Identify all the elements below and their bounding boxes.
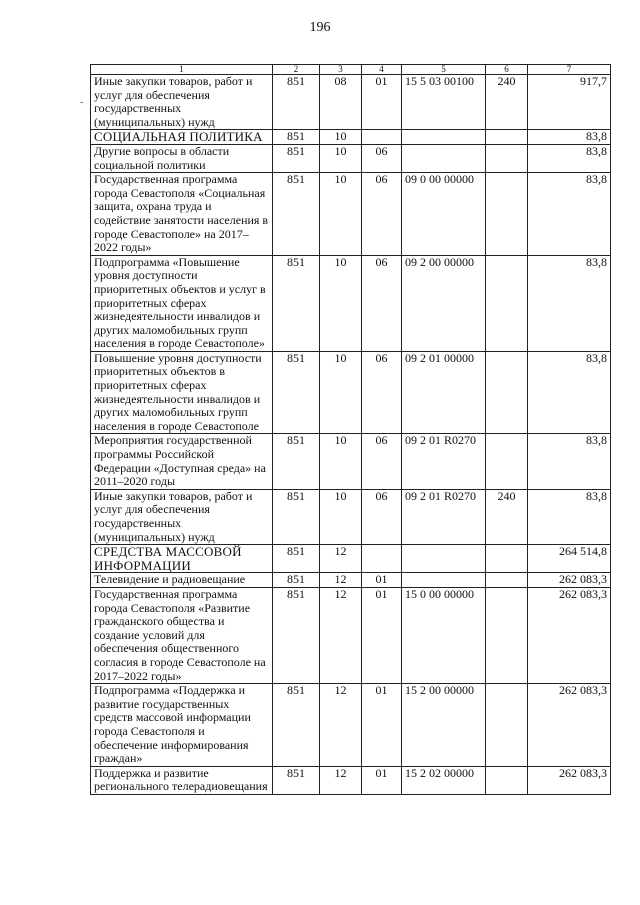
column-header: 5 [402,65,486,75]
target-article-cell [402,573,486,588]
admin-code-cell: 851 [273,434,320,489]
amount-cell: 262 083,3 [528,587,611,683]
expense-type-cell [486,255,528,351]
table-row [91,684,611,767]
section-code-cell: 10 [320,130,362,145]
amount-cell: 83,8 [528,351,611,434]
item-name-cell: Иные закупки товаров, работ и услуг для обеспечения государственных (муниципальных) нужд [91,75,273,130]
section-code-cell: 12 [320,766,362,794]
admin-code-cell: 851 [273,766,320,794]
section-code-cell: 10 [320,351,362,434]
admin-code-cell: 851 [273,255,320,351]
expense-type-cell [486,587,528,683]
admin-code-cell: 851 [273,144,320,172]
target-article-cell: 15 2 02 00000 [402,766,486,794]
item-name-cell: СОЦИАЛЬНАЯ ПОЛИТИКА [91,130,273,145]
table-row [91,434,611,489]
table-row [91,255,611,351]
expense-type-cell [486,130,528,145]
subsection-code-cell: 06 [362,434,402,489]
column-header: 6 [486,65,528,75]
amount-cell: 262 083,3 [528,573,611,588]
admin-code-cell: 851 [273,130,320,145]
expense-type-cell [486,173,528,256]
admin-code-cell: 851 [273,489,320,544]
amount-cell: 83,8 [528,434,611,489]
section-code-cell: 12 [320,684,362,767]
column-header: 7 [528,65,611,75]
target-article-cell [402,144,486,172]
table-row [91,573,611,588]
table-row [91,766,611,794]
subsection-code-cell [362,130,402,145]
item-name-cell: Поддержка и развитие регионального телерадиовещания [91,766,273,794]
subsection-code-cell: 01 [362,587,402,683]
section-code-cell: 10 [320,173,362,256]
target-article-cell: 09 2 01 00000 [402,351,486,434]
item-name-cell: Подпрограмма «Поддержка и развитие государственных средств массовой информации города Севастополя и обеспечение информирования граждан» [91,684,273,767]
subsection-code-cell: 06 [362,489,402,544]
table-row [91,75,611,130]
target-article-cell [402,545,486,573]
subsection-code-cell: 06 [362,351,402,434]
target-article-cell: 09 2 01 R0270 [402,434,486,489]
item-name-cell: Подпрограмма «Повышение уровня доступности приоритетных объектов и услуг в приоритетных сферах жизнедеятельности инвалидов и других маломобильных групп населения в городе Севастополе» [91,255,273,351]
target-article-cell: 09 2 01 R0270 [402,489,486,544]
subsection-code-cell: 01 [362,684,402,767]
expense-type-cell [486,545,528,573]
table-row [91,351,611,434]
item-name-cell: Повышение уровня доступности приоритетных объектов в приоритетных сферах жизнедеятельности инвалидов и других маломобильных групп населения в городе Севастополе [91,351,273,434]
subsection-code-cell: 01 [362,573,402,588]
item-name-cell: Другие вопросы в области социальной политики [91,144,273,172]
expense-type-cell [486,144,528,172]
table-row [91,587,611,683]
amount-cell: 264 514,8 [528,545,611,573]
admin-code-cell: 851 [273,587,320,683]
amount-cell: 262 083,3 [528,766,611,794]
admin-code-cell: 851 [273,75,320,130]
target-article-cell [402,130,486,145]
amount-cell: 917,7 [528,75,611,130]
expense-type-cell [486,434,528,489]
amount-cell: 83,8 [528,255,611,351]
admin-code-cell: 851 [273,684,320,767]
page-number: 196 [309,20,331,35]
column-header: 1 [91,65,273,75]
item-name-cell: Государственная программа города Севастополя «Социальная защита, охрана труда и содействие занятости населения в городе Севастополе» на 2017–2022 годы» [91,173,273,256]
section-code-cell: 10 [320,434,362,489]
expense-type-cell [486,766,528,794]
target-article-cell: 15 5 03 00100 [402,75,486,130]
target-article-cell: 09 0 00 00000 [402,173,486,256]
subsection-code-cell [362,545,402,573]
admin-code-cell: 851 [273,351,320,434]
amount-cell: 262 083,3 [528,684,611,767]
amount-cell: 83,8 [528,144,611,172]
section-code-cell: 08 [320,75,362,130]
header-row [91,65,611,75]
section-code-cell: 12 [320,587,362,683]
section-code-cell: 10 [320,255,362,351]
item-name-cell: Государственная программа города Севастополя «Развитие гражданского общества и создание условий для обеспечения общественного согласия в городе Севастополе на 2017–2022 годы» [91,587,273,683]
table-row [91,130,611,145]
item-name-cell: Телевидение и радиовещание [91,573,273,588]
admin-code-cell: 851 [273,173,320,256]
table-row [91,144,611,172]
amount-cell: 83,8 [528,489,611,544]
budget-table [90,64,611,795]
target-article-cell: 15 0 00 00000 [402,587,486,683]
item-name-cell: Мероприятия государственной программы Российской Федерации «Доступная среда» на 2011–2020 годы [91,434,273,489]
margin-mark: - [80,97,84,108]
subsection-code-cell: 01 [362,766,402,794]
expense-type-cell [486,684,528,767]
section-code-cell: 12 [320,545,362,573]
admin-code-cell: 851 [273,545,320,573]
table-body [91,65,611,795]
target-article-cell: 15 2 00 00000 [402,684,486,767]
expense-type-cell [486,351,528,434]
admin-code-cell: 851 [273,573,320,588]
column-header: 2 [273,65,320,75]
amount-cell: 83,8 [528,173,611,256]
column-header: 3 [320,65,362,75]
section-code-cell: 10 [320,144,362,172]
subsection-code-cell: 01 [362,75,402,130]
expense-type-cell: 240 [486,489,528,544]
expense-type-cell: 240 [486,75,528,130]
subsection-code-cell: 06 [362,255,402,351]
subsection-code-cell: 06 [362,144,402,172]
item-name-cell: СРЕДСТВА МАССОВОЙ ИНФОРМАЦИИ [91,545,273,573]
table-row [91,489,611,544]
amount-cell: 83,8 [528,130,611,145]
target-article-cell: 09 2 00 00000 [402,255,486,351]
expense-type-cell [486,573,528,588]
section-code-cell: 12 [320,573,362,588]
section-code-cell: 10 [320,489,362,544]
table-row [91,545,611,573]
subsection-code-cell: 06 [362,173,402,256]
item-name-cell: Иные закупки товаров, работ и услуг для обеспечения государственных (муниципальных) нужд [91,489,273,544]
table-row [91,173,611,256]
column-header: 4 [362,65,402,75]
